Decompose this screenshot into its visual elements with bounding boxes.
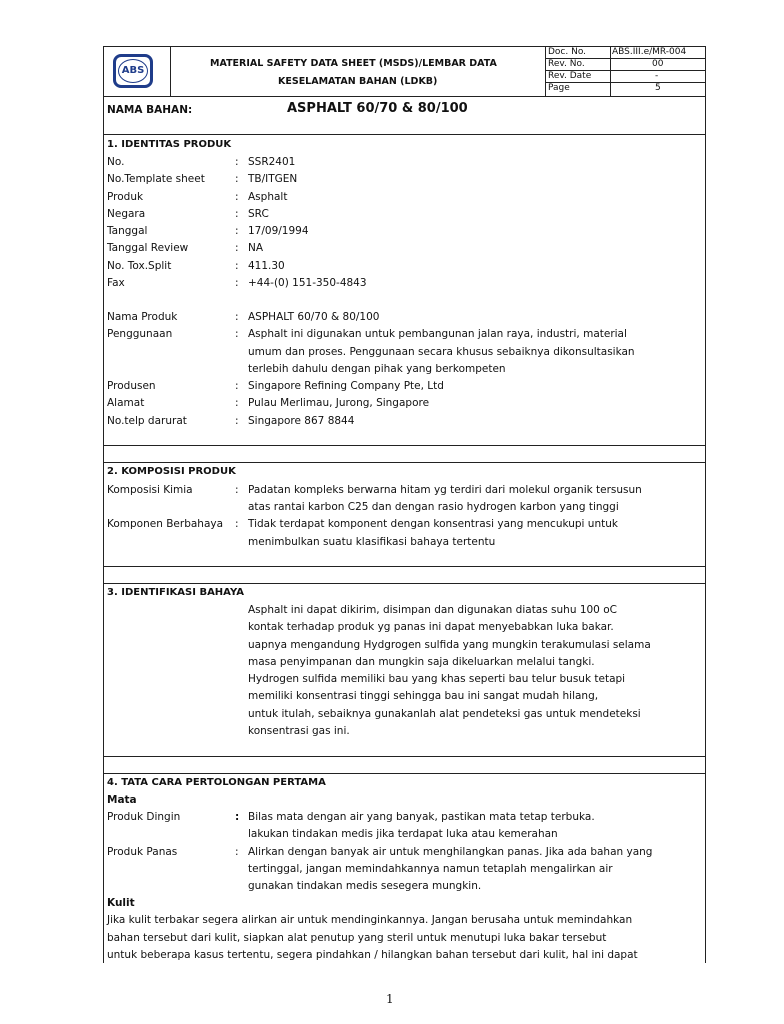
kulit-title: Kulit: [107, 897, 135, 909]
abs-logo: [113, 54, 153, 88]
colon: :: [235, 225, 239, 237]
row-label: Tanggal: [107, 225, 148, 237]
bahaya-line: uapnya mengandung Hydgrogen sulfida yang mungkin terakumulasi selama: [248, 639, 651, 651]
komponen-label: Komponen Berbahaya: [107, 518, 224, 530]
row-label: Tanggal Review: [107, 242, 189, 254]
section2-title: 2. KOMPOSISI PRODUK: [107, 466, 236, 477]
row-label: Negara: [107, 208, 146, 220]
panas-line: gunakan tindakan medis sesegera mungkin.: [248, 880, 482, 892]
colon: :: [235, 484, 239, 496]
bahaya-line: Asphalt ini dapat dikirim, disimpan dan digunakan diatas suhu 100 oC: [248, 604, 617, 616]
bahaya-line: untuk itulah, sebaiknya gunakanlah alat pendeteksi gas untuk mendeteksi: [248, 708, 641, 720]
rev-no-label: Rev. No.: [548, 59, 585, 69]
rev-date-value: -: [655, 71, 659, 81]
row-value: 17/09/1994: [248, 225, 309, 237]
penggunaan-line: Asphalt ini digunakan untuk pembangunan jalan raya, industri, material: [248, 328, 627, 340]
komposisi-label: Komposisi Kimia: [107, 484, 193, 496]
colon: :: [235, 260, 239, 272]
section1-title: 1. IDENTITAS PRODUK: [107, 139, 232, 150]
row-value: Asphalt: [248, 191, 288, 203]
row-value: NA: [248, 242, 264, 254]
material-name: ASPHALT 60/70 & 80/100: [287, 101, 468, 116]
page-label: Page: [548, 83, 570, 93]
colon: :: [235, 277, 239, 289]
nama-bahan-label: NAMA BAHAN:: [107, 104, 193, 116]
bahaya-line: memiliki konsentrasi tinggi sehingga bau ini sangat mudah hilang,: [248, 690, 599, 702]
bahaya-line: Hydrogen sulfida memiliki bau yang khas seperti bau telur busuk tetapi: [248, 673, 626, 685]
logo-text: ABS: [118, 59, 148, 83]
doc-title-line2: KESELAMATAN BAHAN (LDKB): [278, 76, 438, 87]
colon: :: [235, 208, 239, 220]
page-value: 5: [655, 83, 661, 93]
bahaya-line: kontak terhadap produk yg panas ini dapat menyebabkan luka bakar.: [248, 621, 614, 633]
row-label: No.: [107, 156, 125, 168]
colon: :: [235, 811, 240, 823]
colon: :: [235, 173, 239, 185]
panas-label: Produk Panas: [107, 846, 178, 858]
colon: :: [235, 242, 239, 254]
alamat-label: Alamat: [107, 397, 145, 409]
panas-line: Alirkan dengan banyak air untuk menghilangkan panas. Jika ada bahan yang: [248, 846, 653, 858]
doc-no-label: Doc. No.: [548, 47, 587, 57]
row-value: SRC: [248, 208, 269, 220]
row-label: No.Template sheet: [107, 173, 205, 185]
telp-value: Singapore 867 8844: [248, 415, 355, 427]
produsen-value: Singapore Refining Company Pte, Ltd: [248, 380, 444, 392]
dingin-line: Bilas mata dengan air yang banyak, pastikan mata tetap terbuka.: [248, 811, 595, 823]
colon: :: [235, 397, 239, 409]
rev-date-label: Rev. Date: [548, 71, 592, 81]
penggunaan-line: terlebih dahulu dengan pihak yang berkompeten: [248, 363, 506, 375]
komponen-line: menimbulkan suatu klasifikasi bahaya tertentu: [248, 536, 496, 548]
dingin-line: lakukan tindakan medis jika terdapat luka atau kemerahan: [248, 828, 558, 840]
colon: :: [235, 156, 239, 168]
dingin-label: Produk Dingin: [107, 811, 181, 823]
alamat-value: Pulau Merlimau, Jurong, Singapore: [248, 397, 430, 409]
row-label: Produk: [107, 191, 144, 203]
colon: :: [235, 311, 239, 323]
nama-produk-label: Nama Produk: [107, 311, 178, 323]
row-label: Fax: [107, 277, 125, 289]
nama-produk-value: ASPHALT 60/70 & 80/100: [248, 311, 380, 323]
bahaya-line: konsentrasi gas ini.: [248, 725, 350, 737]
section3-title: 3. IDENTIFIKASI BAHAYA: [107, 587, 244, 598]
row-value: +44-(0) 151-350-4843: [248, 277, 367, 289]
panas-line: tertinggal, jangan memindahkannya namun tetaplah mengalirkan air: [248, 863, 613, 875]
row-label: No. Tox.Split: [107, 260, 172, 272]
colon: :: [235, 846, 239, 858]
colon: :: [235, 518, 239, 530]
kulit-line: bahan tersebut dari kulit, siapkan alat penutup yang steril untuk menutupi luka bakar tersebut: [107, 932, 607, 944]
kulit-line: Jika kulit terbakar segera alirkan air untuk mendinginkannya. Jangan berusaha untuk memindahkan: [107, 914, 633, 926]
penggunaan-line: umum dan proses. Penggunaan secara khusus sebaiknya dikonsultasikan: [248, 346, 635, 358]
colon: :: [235, 191, 239, 203]
section4-title: 4. TATA CARA PERTOLONGAN PERTAMA: [107, 777, 326, 788]
row-value: SSR2401: [248, 156, 296, 168]
page-number: 1: [386, 992, 394, 1006]
colon: :: [235, 415, 239, 427]
bahaya-line: masa penyimpanan dan mungkin saja dikeluarkan melalui tangki.: [248, 656, 595, 668]
komposisi-line: Padatan kompleks berwarna hitam yg terdiri dari molekul organik tersusun: [248, 484, 642, 496]
mata-title: Mata: [107, 794, 137, 806]
row-value: 411.30: [248, 260, 285, 272]
telp-label: No.telp darurat: [107, 415, 187, 427]
kulit-line: untuk beberapa kasus tertentu, segera pindahkan / hilangkan bahan tersebut dari kulit, hal ini dapat: [107, 949, 638, 961]
colon: :: [235, 380, 239, 392]
rev-no-value: 00: [652, 59, 664, 69]
doc-title-line1: MATERIAL SAFETY DATA SHEET (MSDS)/LEMBAR DATA: [210, 58, 497, 69]
komposisi-line: atas rantai karbon C25 dan dengan rasio hydrogen karbon yang tinggi: [248, 501, 619, 513]
komponen-line: Tidak terdapat komponent dengan konsentrasi yang mencukupi untuk: [248, 518, 618, 530]
row-value: TB/ITGEN: [248, 173, 298, 185]
doc-no-value: ABS.III.e/MR-004: [612, 47, 687, 57]
produsen-label: Produsen: [107, 380, 156, 392]
penggunaan-label: Penggunaan: [107, 328, 173, 340]
colon: :: [235, 328, 239, 340]
